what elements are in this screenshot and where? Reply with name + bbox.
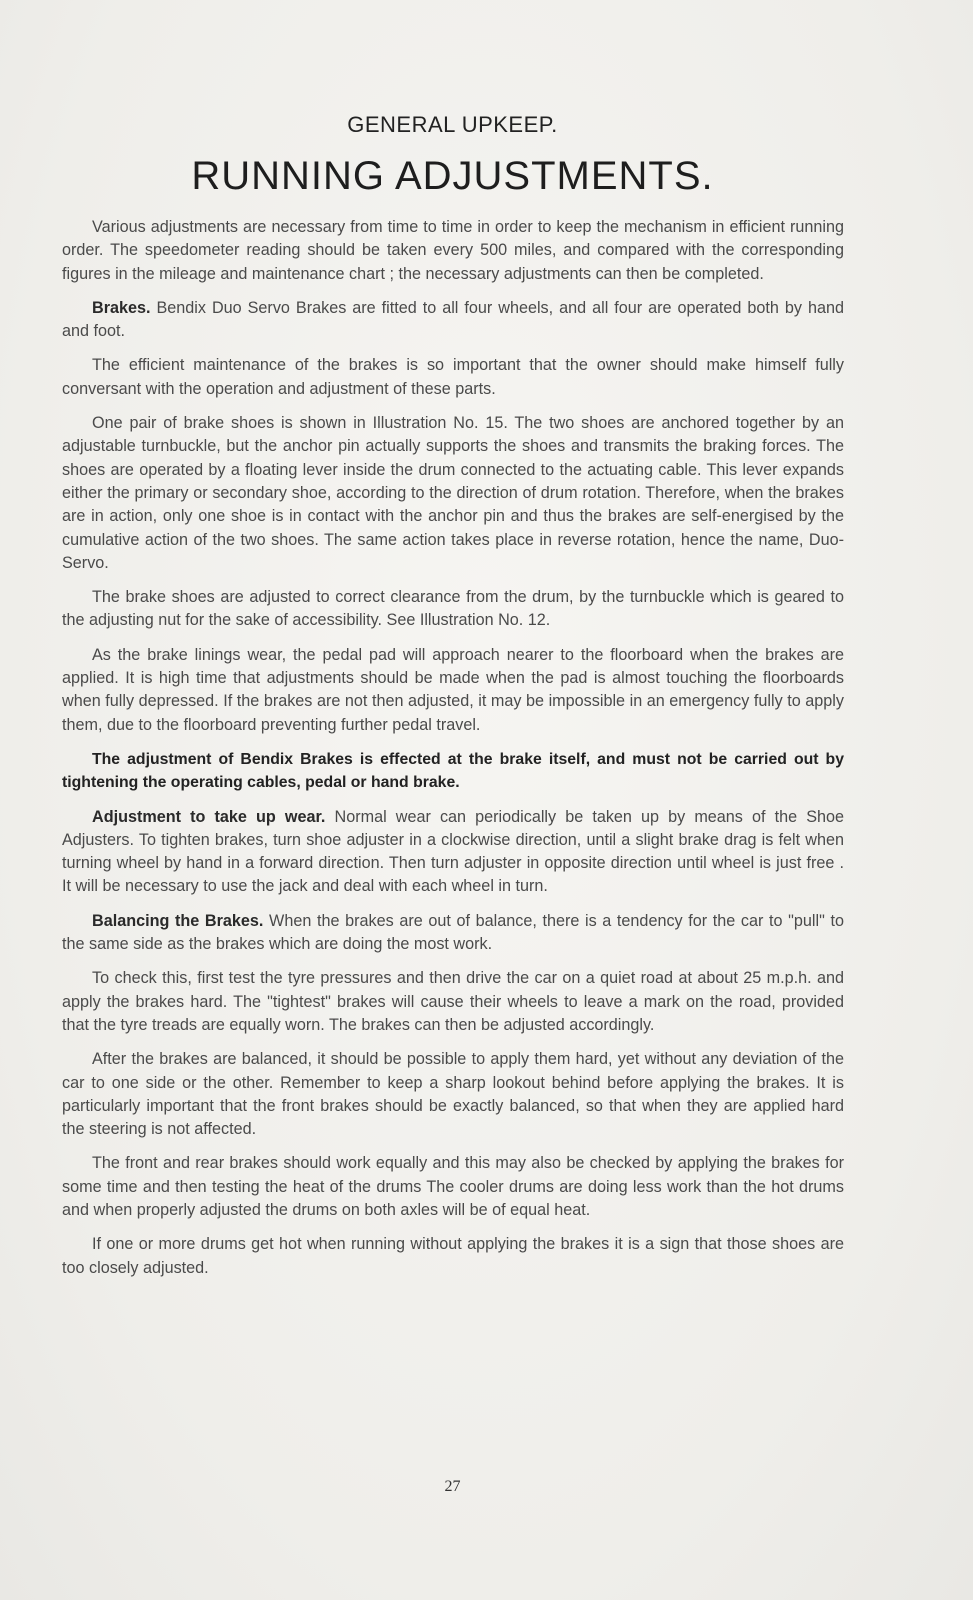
page-number: 27 (444, 1478, 461, 1495)
paragraph-brake-shoes: One pair of brake shoes is shown in Illustration No. 15. The two shoes are anchored together by an adjustable turnbuckle, but the anchor pin actually supports the shoes and transmits the braking forces. The shoes are operated by a floating lever inside the drum connected to the actuating cable. This lever expands either the primary or secondary shoe, according to the direction of drum rotation. Therefore, when the brakes are in action, only one shoe is in contact with the anchor pin and thus the brakes are self-energised by the cumulative action of the two shoes. The same action takes place in reverse rotation, hence the name, Duo-Servo. (62, 414, 844, 572)
paragraph-balanced: After the brakes are balanced, it should be possible to apply them hard, yet without any deviation of the car to one side or the other. Remember to keep a sharp lookout behind before applying the brakes. It is particularly important that the front brakes should be exactly balanced, so that when they are applied hard the steering is not affected. (62, 1050, 844, 1139)
paragraph-maintenance: The efficient maintenance of the brakes is so important that the owner should make himself fully conversant with the operation and adjustment of these parts. (62, 356, 844, 398)
paragraph-hot-drums: If one or more drums get hot when running without applying the brakes it is a sign that those shoes are too closely adjusted. (62, 1235, 844, 1277)
paragraph-balancing: Balancing the Brakes. When the brakes are out of balance, there is a tendency for the car to "pull" to the same side as the brakes which are doing the most work. (62, 911, 844, 954)
paragraph-intro: Various adjustments are necessary from time to time in order to keep the mechanism in efficient running order. The speedometer reading should be taken every 500 miles, and compared with the corresponding figures in the mileage and maintenance chart ; the necessary adjustments can then be completed. (62, 218, 844, 283)
paragraph-check: To check this, first test the tyre pressures and then drive the car on a quiet road at about 25 m.p.h. and apply the brakes hard. The "tightest" brakes will cause their wheels to leave a mark on the road, provided that the tyre treads are equally worn. The brakes can then be adjusted accordingly. (62, 969, 844, 1034)
paragraph-lining-wear: As the brake linings wear, the pedal pad will approach nearer to the floorboard when the brakes are applied. It is high time that adjustments should be made when the pad is almost touching the floorboards when fully depressed. If the brakes are not then adjusted, it may be impossible in an emergency fully to apply them, due to the floorboard preventing further pedal travel. (62, 645, 844, 734)
paragraph-adjustment-warning: The adjustment of Bendix Brakes is effected at the brake itself, and must not be carried out by tightening the operating cables, pedal or hand brake. (62, 750, 844, 792)
section-title: GENERAL UPKEEP. (347, 112, 558, 137)
paragraph-adjust-wear: Adjustment to take up wear. Normal wear can periodically be taken up by means of the Shoe Adjusters. To tighten brakes, turn shoe adjuster in a clockwise direction, until a slight brake drag is felt when turning wheel by hand in a forward direction. Then turn adjuster in opposite direction until wheel is just free . It will be necessary to use the jack and deal with each wheel in turn. (62, 807, 845, 896)
paragraph-clearance: The brake shoes are adjusted to correct clearance from the drum, by the turnbuckle which is geared to the adjusting nut for the sake of accessibility. See Illustration No. 12. (62, 588, 844, 630)
paragraph-lead: Brakes. (92, 298, 151, 317)
paragraph-lead: Balancing the Brakes. (92, 911, 264, 930)
paragraph-lead: Adjustment to take up wear. (92, 807, 326, 826)
page-title: RUNNING ADJUSTMENTS. (191, 154, 714, 198)
paragraph-brakes: Brakes. Bendix Duo Servo Brakes are fitted to all four wheels, and all four are operated both by hand and foot. (62, 298, 844, 341)
body-text (62, 216, 844, 1291)
paragraph-front-rear: The front and rear brakes should work equally and this may also be checked by applying the brakes for some time and then testing the heat of the drums The cooler drums are doing less work than the hot drums and when properly adjusted the drums on both axles will be of equal heat. (62, 1154, 844, 1219)
